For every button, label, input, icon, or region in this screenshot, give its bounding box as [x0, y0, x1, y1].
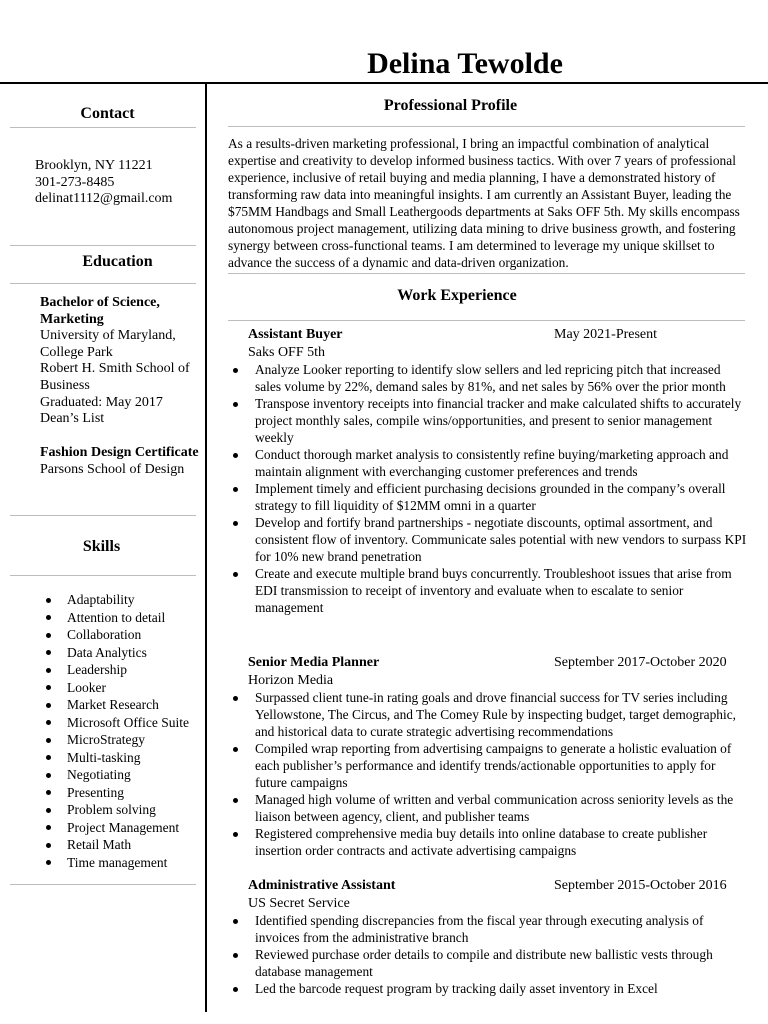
skill-item: Time management [40, 854, 189, 872]
experience-heading: Work Experience [397, 287, 517, 304]
education-degree: Fashion Design Certificate [40, 445, 199, 460]
profile-divider [228, 126, 745, 127]
skill-item: Attention to detail [40, 609, 189, 627]
job-company: US Secret Service [248, 896, 350, 911]
job-entry [228, 326, 748, 616]
skills-divider [10, 575, 196, 576]
job-title: Administrative Assistant [248, 878, 396, 893]
education-entry [40, 295, 200, 428]
contact-phone: 301-273-8485 [35, 174, 115, 190]
job-bullets [228, 361, 748, 616]
skill-item: Microsoft Office Suite [40, 714, 189, 732]
job-entry [228, 877, 748, 997]
contact-heading: Contact [80, 105, 135, 122]
skill-item: Market Research [40, 696, 189, 714]
education-bottom-divider [10, 515, 196, 516]
contact-bottom-divider [10, 245, 196, 246]
skill-item: Collaboration [40, 626, 189, 644]
job-dates: September 2017-October 2020 [554, 655, 727, 670]
skill-item: Multi-tasking [40, 749, 189, 767]
contact-divider [10, 127, 196, 128]
contact-block [35, 158, 172, 208]
skill-item: Project Management [40, 819, 189, 837]
resume-name: Delina Tewolde [367, 47, 563, 80]
job-header [228, 326, 748, 344]
job-bullet: Conduct thorough market analysis to consistently refine buying/marketing approach and maintain alignment with everchanging customer preferences and trends [228, 446, 748, 480]
education-degree: Bachelor of Science, Marketing [40, 295, 160, 327]
job-title: Assistant Buyer [248, 327, 343, 342]
skill-item: Negotiating [40, 766, 189, 784]
skill-item: Leadership [40, 661, 189, 679]
education-divider [10, 283, 196, 284]
skill-item: Adaptability [40, 591, 189, 609]
job-header [228, 654, 748, 672]
job-bullet: Create and execute multiple brand buys concurrently. Troubleshoot issues that arise from EDI transmission to receipt of inventory and evaluate when to escalate to senior management [228, 565, 748, 616]
skill-item: Retail Math [40, 836, 189, 854]
job-title: Senior Media Planner [248, 655, 380, 670]
education-detail: Graduated: May 2017 [40, 394, 163, 410]
contact-address: Brooklyn, NY 11221 [35, 158, 153, 173]
education-detail: University of Maryland, College Park [40, 328, 176, 360]
job-bullet: Registered comprehensive media buy details into online database to create publisher insertion order contracts and activate advertising campaigns [228, 825, 748, 859]
skill-item: Data Analytics [40, 644, 189, 662]
experience-divider [228, 320, 745, 321]
job-header [228, 877, 748, 895]
job-bullet: Led the barcode request program by tracking daily asset inventory in Excel [228, 980, 748, 997]
education-detail: Dean’s List [40, 411, 105, 427]
column-divider [205, 84, 207, 1012]
job-dates: September 2015-October 2016 [554, 878, 727, 893]
header-divider [0, 82, 768, 84]
job-bullet: Develop and fortify brand partnerships - negotiate discounts, optimal assortment, and consistent flow of inventory. Communicate sales potential with new vendors to surpass KPI for 10% new brand penetration [228, 514, 748, 565]
skill-item: MicroStrategy [40, 731, 189, 749]
contact-email: delinat1112@gmail.com [35, 191, 173, 207]
job-bullet: Surpassed client tune-in rating goals and drove financial success for TV series including Yellowstone, The Circus, and The Comey Rule by inspecting budget, target demographic, and historical data to curate strategic advertising recommendations [228, 689, 748, 740]
job-dates: May 2021-Present [554, 327, 658, 342]
skill-item: Presenting [40, 784, 189, 802]
profile-bottom-divider [228, 273, 745, 274]
skills-list [40, 591, 189, 871]
skill-item: Looker [40, 679, 189, 697]
profile-text: As a results-driven marketing professional, I bring an impactful combination of analytical expertise and creativity to develop informed business tactics. With over 7 years of professional experience, inclusive of retail buying and media planning, I have a demonstrated history of transforming raw data into meaningful insights. I am currently an Assistant Buyer, leading the $75MM Handbags and Small Leathergoods departments at Saks OFF 5th. My skills encompass autonomous project management, utilizing data mining to drive business growth, and fostering synergy between cross-functional teams. I am determined to leverage my unique skillset to advance the success of a dynamic and data-driven organization. [228, 136, 740, 270]
job-bullet: Compiled wrap reporting from advertising campaigns to generate a holistic evaluation of each publisher’s performance and identify trends/actionable opportunities to apply for future campaigns [228, 740, 748, 791]
job-company: Horizon Media [248, 673, 334, 688]
job-bullets [228, 912, 748, 997]
job-bullet: Analyze Looker reporting to identify slow sellers and led repricing pitch that increased sales volume by 22%, demand sales by 81%, and net sales by 56% over the prior month [228, 361, 748, 395]
job-bullet: Identified spending discrepancies from the fiscal year through executing analysis of invoices from the administrative branch [228, 912, 748, 946]
job-bullet: Implement timely and efficient purchasing decisions grounded in the company’s overall strategy to fill liquidity of $12MM omni in a quarter [228, 480, 748, 514]
skills-heading: Skills [82, 538, 121, 555]
job-bullet: Transpose inventory receipts into financial tracker and make calculated shifts to accurately project monthly sales, compile wins/opportunities, and present to senior management weekly [228, 395, 748, 446]
education-heading: Education [82, 253, 153, 270]
education-entry [40, 445, 200, 478]
education-detail: Robert H. Smith School of Business [40, 361, 190, 393]
skill-item: Problem solving [40, 801, 189, 819]
skills-bottom-divider [10, 884, 196, 885]
job-bullet: Reviewed purchase order details to compile and distribute new ballistic vests through database management [228, 946, 748, 980]
education-detail: Parsons School of Design [40, 461, 185, 477]
job-company: Saks OFF 5th [248, 345, 326, 360]
profile-heading: Professional Profile [383, 97, 518, 114]
job-entry [228, 654, 748, 859]
job-bullets [228, 689, 748, 859]
job-bullet: Managed high volume of written and verbal communication across seniority levels as the liaison between agency, client, and publisher teams [228, 791, 748, 825]
